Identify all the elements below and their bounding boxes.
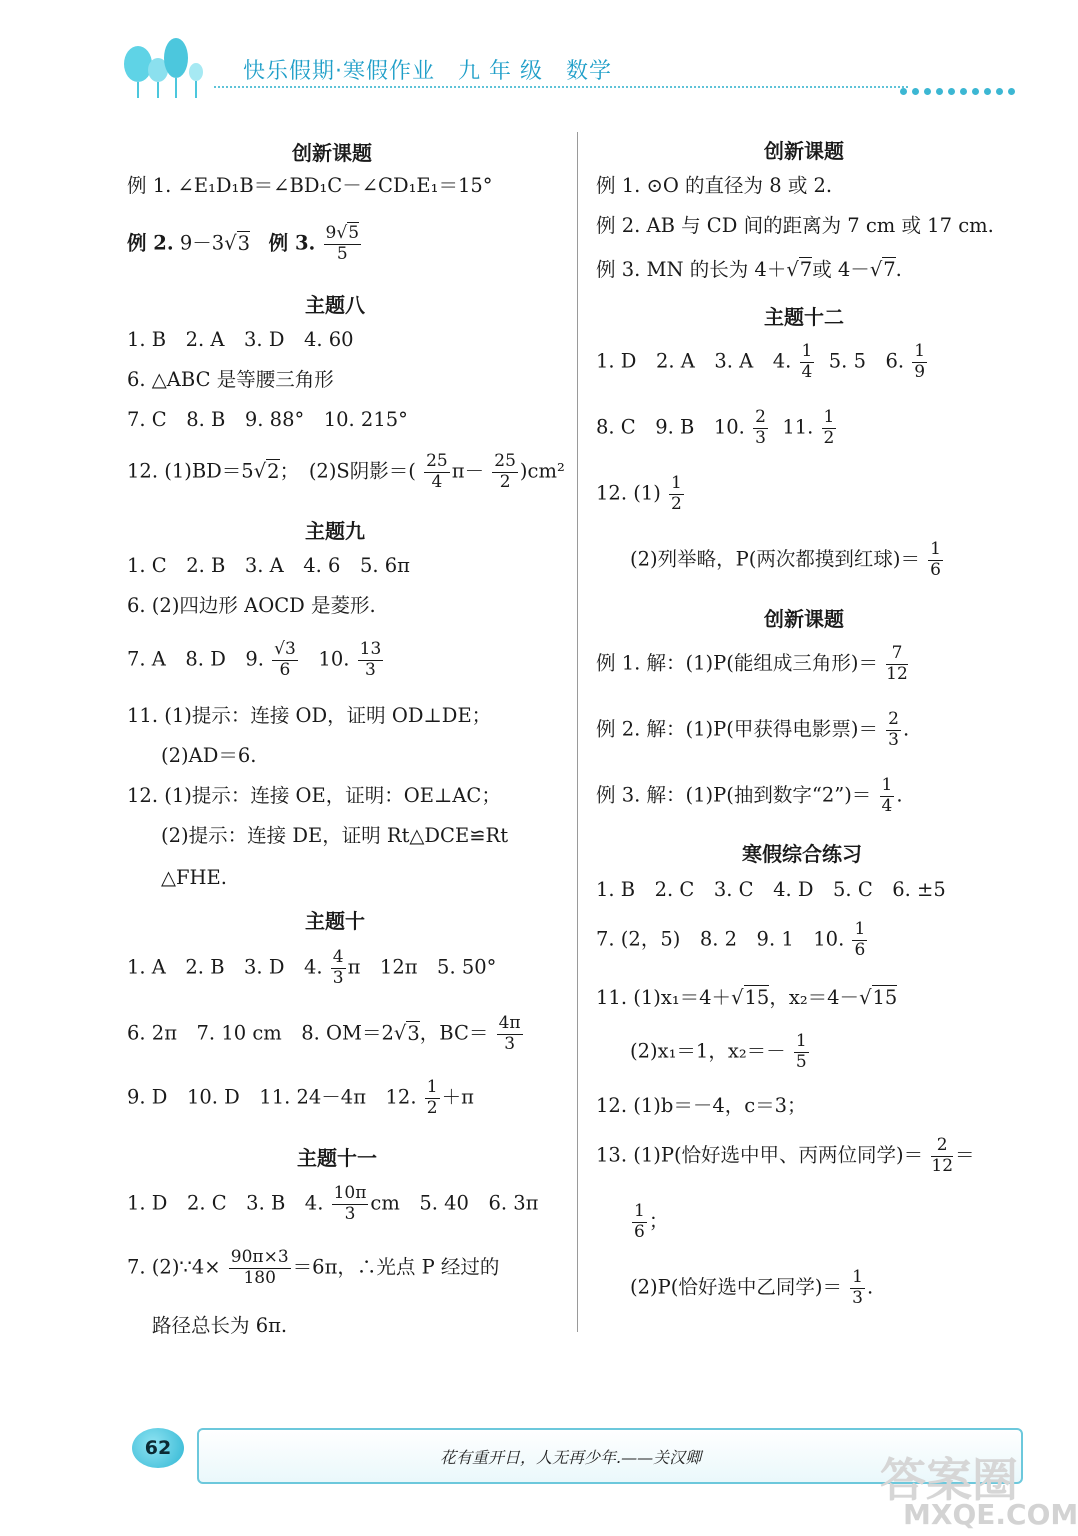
answer-line: 6. 2π 7. 10 cm 8. OM＝2√3，BC＝ $\frac{4\pi}{3}$: [127, 1013, 521, 1054]
header-dots: [900, 80, 1020, 99]
answer-line: 例 2. 9－3√3 例 3. $\frac{9√5}{5}$: [127, 223, 360, 264]
answer-line: (2)提示：连接 DE，证明 Rt△DCE≌Rt: [161, 824, 509, 847]
section-heading: 主题八: [305, 293, 365, 317]
section-heading: 创新课题: [292, 141, 372, 165]
answer-line: 7. (2)∵4× $\frac{90\pi\times 3}{180}$ ＝6π，∴光点 P 经过的: [127, 1247, 500, 1288]
footer-quote: 花有重开日，人无再少年.——关汉卿: [440, 1448, 702, 1467]
section-heading: 寒假综合练习: [742, 842, 862, 866]
answer-line: 6. △ABC 是等腰三角形: [127, 368, 334, 391]
answer-line: 例 2. AB 与 CD 间的距离为 7 cm 或 17 cm.: [596, 214, 994, 237]
answer-line: $\frac{1}{6}$ ；: [634, 1201, 669, 1242]
section-heading: 主题十一: [297, 1146, 377, 1170]
header-bubbles-icon: [120, 32, 210, 102]
answer-line: 例 2. 解：(1)P(甲获得电影票)＝ $\frac{2}{3}$ .: [596, 709, 910, 750]
answer-line: (2)P(恰好选中乙同学)＝ $\frac{1}{3}$ .: [630, 1267, 874, 1308]
answer-line: (2)x₁＝1，x₂＝－ $\frac{1}{5}$: [630, 1031, 807, 1072]
watermark-logo: 答案圈: [880, 1453, 1018, 1507]
answer-line: 11. (1)提示：连接 OD，证明 OD⊥DE；: [127, 704, 492, 727]
answer-line: 12. (1)b＝－4，c＝3；: [596, 1094, 807, 1117]
header-divider: [214, 86, 908, 88]
answer-line: 8. C 9. B 10. $\frac{2}{3}$ 11. $\frac{1}{2}$: [596, 407, 835, 448]
column-divider: [577, 132, 578, 1332]
section-heading: 主题九: [305, 519, 365, 543]
answer-line: 例 1. ∠E₁D₁B＝∠BD₁C－∠CD₁E₁＝15°: [127, 174, 493, 197]
answer-line: (2)列举略，P(两次都摸到红球)＝ $\frac{1}{6}$: [630, 539, 941, 580]
answer-line: 6. (2)四边形 AOCD 是菱形.: [127, 594, 376, 617]
section-heading: 主题十: [305, 909, 365, 933]
answer-line: 1. C 2. B 3. A 4. 6 5. 6π: [127, 554, 410, 577]
answer-line: 例 1. ⊙O 的直径为 8 或 2.: [596, 174, 833, 197]
answer-line: 7. C 8. B 9. 88° 10. 215°: [127, 408, 408, 431]
answer-line: 7. A 8. D 9. $\frac{√3}{6}$ 10. $\frac{13}{3}$: [127, 639, 382, 680]
answer-line: 1. D 2. A 3. A 4. $\frac{1}{4}$ 5. 5 6. $\frac{1}{9}$: [596, 341, 926, 382]
answer-line: 12. (1)BD＝5√2； (2)S阴影＝( $\frac{25}{4}$ π－ $\frac{25}{2}$ )cm²: [127, 451, 565, 492]
page-number: 62: [132, 1428, 184, 1468]
section-heading: 创新课题: [764, 139, 844, 163]
answer-line: (2)AD＝6.: [161, 744, 257, 767]
answer-line: 13. (1)P(恰好选中甲、丙两位同学)＝ $\frac{2}{12}$ ＝: [596, 1135, 975, 1176]
answer-line: 9. D 10. D 11. 24－4π 12. $\frac{1}{2}$ ＋π: [127, 1077, 474, 1118]
answer-line: 1. B 2. A 3. D 4. 60: [127, 328, 354, 351]
answer-line: 路径总长为 6π.: [152, 1314, 288, 1337]
answer-line: 11. (1)x₁＝4＋√15，x₂＝4－√15: [596, 986, 898, 1009]
answer-line: 1. A 2. B 3. D 4. $\frac{4}{3}$ π 12π 5. 50°: [127, 947, 497, 988]
answer-line: 7. (2，5) 8. 2 9. 1 10. $\frac{1}{6}$: [596, 919, 866, 960]
answer-line: 12. (1)提示：连接 OE，证明：OE⊥AC；: [127, 784, 501, 807]
watermark-url: MXQE.COM: [903, 1498, 1078, 1531]
page-header-title: 快乐假期·寒假作业 九 年 级 数学: [243, 59, 612, 84]
section-heading: 主题十二: [764, 305, 844, 329]
answer-line: △FHE.: [161, 866, 227, 889]
answer-line: 1. D 2. C 3. B 4. $\frac{10\pi}{3}$ cm 5. 40 6. 3π: [127, 1183, 539, 1224]
answer-line: 例 1. 解：(1)P(能组成三角形)＝ $\frac{7}{12}$: [596, 643, 908, 684]
answer-line: 12. (1) $\frac{1}{2}$: [596, 473, 682, 514]
answer-line: 例 3. MN 的长为 4＋√7或 4－√7.: [596, 258, 902, 281]
answer-line: 1. B 2. C 3. C 4. D 5. C 6. ±5: [596, 878, 946, 901]
section-heading: 创新课题: [764, 607, 844, 631]
answer-line: 例 3. 解：(1)P(抽到数字“2”)＝ $\frac{1}{4}$ .: [596, 775, 903, 816]
